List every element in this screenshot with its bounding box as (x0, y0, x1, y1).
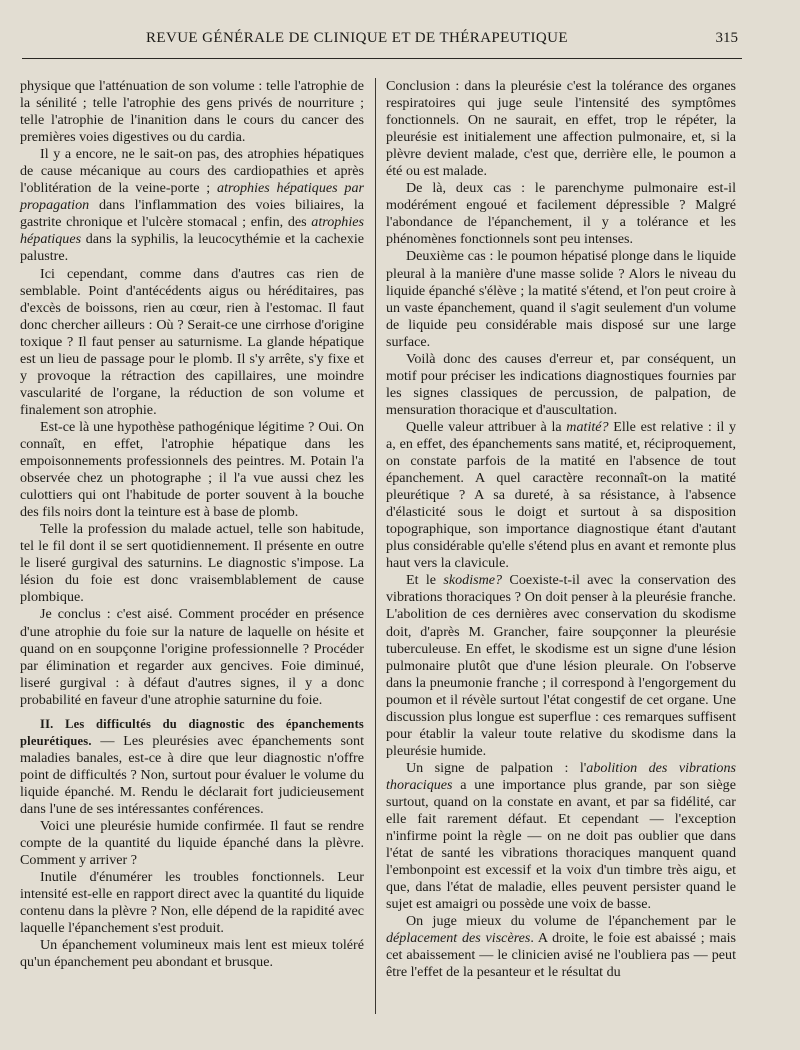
paragraph: Est-ce là une hypothèse pathogénique légitime ? Oui. On connaît, en effet, l'atrophie hépatique dans les empoisonnements professionnels des peintres. M. Potain l'a observée chez un photographe ; il l'a vue aussi chez les culottiers qui ont l'habitude de porter souvent à la bouche des fils noirs dont la teinture est à base de plomb. (20, 418, 364, 521)
paragraph: On juge mieux du volume de l'épanchement par le déplacement des viscères. A droite, le foie est abaissé ; mais cet abaissement — le clinicien avisé ne l'oubliera pas — peut être l'effet de la pesanteur et le résultat du (386, 913, 737, 981)
paragraph: Voilà donc des causes d'erreur et, par conséquent, un motif pour préciser les indications diagnostiques fournies par les signes classiques de percussion, de palpation, de mensuration thoracique et d'auscultation. (386, 350, 736, 418)
paragraph: Il y a encore, ne le sait-on pas, des atrophies hépatiques de cause mécanique au cours des cardiopathies et après l'oblitération de la veine-porte ; atrophies hépatiques par propagation dans l'inflammation des voies biliaires, la gastrite chronique et l'ulcère stomacal ; enfin, des atrophies hépatiques dans la syphilis, la leucocythémie et la cachexie palustre. (20, 146, 364, 265)
paragraph: Inutile d'énumérer les troubles fonctionnels. Leur intensité est-elle en rapport direct avec la quantité du liquide contenu dans la plèvre ? Non, elle dépend de la rapidité avec laquelle l'épanchement s'est produit. (20, 869, 364, 937)
paragraph: Quelle valeur attribuer à la matité? Elle est relative : il y a, en effet, des épanchements sans matité, et, réciproquement, on constate parfois de la matité en l'absence de tout épanchement. A quel caractère reconnaît-on la matité pleurétique ? A sa dureté, à sa résistance, à l'absence d'élasticité sous le doigt et surtout à sa disposition topographique, son importance diagnostique étant d'autant plus considérable qu'elle s'étend plus en avant et remonte plus haut vers la clavicule. (386, 418, 736, 572)
paragraph: Ici cependant, comme dans d'autres cas rien de semblable. Point d'antécédents aigus ou héréditaires, pas d'excès de boissons, rien au cœur, rien à l'estomac. Il faut donc chercher ailleurs : Où ? Serait-ce une cirrhose d'origine toxique ? Il faut penser au saturnisme. La glande hépatique est un lieu de passage pour le plomb. Il s'y arrête, s'y fixe et y provoque la rétraction des capillaires, une moindre vascularité de l'organe, la réduction de son volume et finalement son atrophie. (20, 265, 364, 418)
page-header (22, 30, 742, 59)
page-number: 315 (715, 30, 738, 46)
paragraph: Un signe de palpation : l'abolition des vibrations thoraciques a une importance plus grande, par son siège surtout, quand on la constate en avant, et par sa fidélité, car elle fait rarement défaut. Et cependant — l'exception n'infirme point la règle — on ne doit pas oublier que dans l'état de santé les vibrations thoraciques manquent quand l'embonpoint est excessif et la voix d'un timbre très aigu, et que, dans l'état de maladie, elles peuvent persister quand le sujet est amaigri ou possède une voix de basse. (386, 759, 736, 913)
section-paragraph: II. Les difficultés du diagnostic des épanchements pleurétiques. — Les pleurésies avec épanchements sont maladies banales, est-ce à dire que leur diagnostic n'offre point de difficultés ? Non, surtout pour évaluer le volume du liquide épanché. M. Rendu le déclarait fort judicieusement dans l'une de ses intéressantes conférences. (20, 716, 364, 817)
paragraph: Deuxième cas : le poumon hépatisé plonge dans le liquide pleural à la manière d'une masse solide ? Alors le niveau du liquide épanché s'élève ; la matité s'étend, et l'on peut croire à un vaste épanchement, quand il s'agit seulement d'un volume de liquide peu considérable mais disposé sur une large surface. (386, 248, 736, 350)
paragraph: Un épanchement volumineux mais lent est mieux toléré qu'un épanchement peu abondant et brusque. (20, 937, 364, 971)
paragraph: Je conclus : c'est aisé. Comment procéder en présence d'une atrophie du foie sur la nature de laquelle on hésite et quand on en soupçonne l'origine professionnelle ? Procéder par élimination et regarder aux gencives. Foie diminué, liseré gurgival : à défaut d'autres signes, il y a donc probabilité en faveur d'une atrophie saturnine du foie. (20, 606, 364, 708)
section-title: II. Les difficultés du diagnostic des épanchements pleurétiques. (20, 716, 364, 748)
paragraph: De là, deux cas : le parenchyme pulmonaire est-il modérément engoué et facilement dépressible ? Malgré l'abondance de l'épanchement, il y a tolérance et les phénomènes fonctionnels sont peu intenses. (386, 180, 736, 248)
paragraph: physique que l'atténuation de son volume : telle l'atrophie de la sénilité ; telle l'atrophie des gens privés de nourriture ; telle l'atrophie de l'inanition dans le cours du cancer des premières voies digestives ou du cardia. (20, 78, 364, 146)
left-column (20, 78, 364, 971)
paragraph: Voici une pleurésie humide confirmée. Il faut se rendre compte de la quantité du liquide épanché dans la plèvre. Comment y arriver ? (20, 818, 364, 869)
paragraph: Conclusion : dans la pleurésie c'est la tolérance des organes respiratoires qui juge seule l'intensité des symptômes fonctionnels. On ne saurait, en effet, trop le répéter, la pleurésie est initialement une affection pulmonaire, et, si la plèvre devient malade, c'est que, derrière elle, le poumon a été ou est malade. (386, 78, 736, 180)
paragraph: Et le skodisme? Coexiste-t-il avec la conservation des vibrations thoraciques ? On doit penser à la pleurésie franche. L'abolition de ces dernières avec conservation du skodisme doit, d'après M. Grancher, faire soupçonner la pleurésie tuberculeuse. En effet, le skodisme est un signe d'une lésion pulmonaire plutôt que d'une lésion pleurale. On l'observe dans la pneumonie franche ; il correspond à l'engorgement du poumon et il révèle surtout l'état congestif de cet organe. Une discussion plus longue est superflue : ces remarques suffisent pour établir la valeur toute relative du skodisme dans la pleurésie humide. (386, 572, 736, 759)
paragraph: Telle la profession du malade actuel, telle son habitude, tel le fil dont il se sert quotidiennement. Il présente en outre le liseré gurgival des saturnins. Le diagnostic s'impose. La lésion du foie est donc vraisemblablement de cause plombique. (20, 521, 364, 606)
column-divider (375, 78, 376, 1014)
right-column (386, 78, 736, 981)
running-head: REVUE GÉNÉRALE DE CLINIQUE ET DE THÉRAPEUTIQUE (146, 30, 568, 46)
